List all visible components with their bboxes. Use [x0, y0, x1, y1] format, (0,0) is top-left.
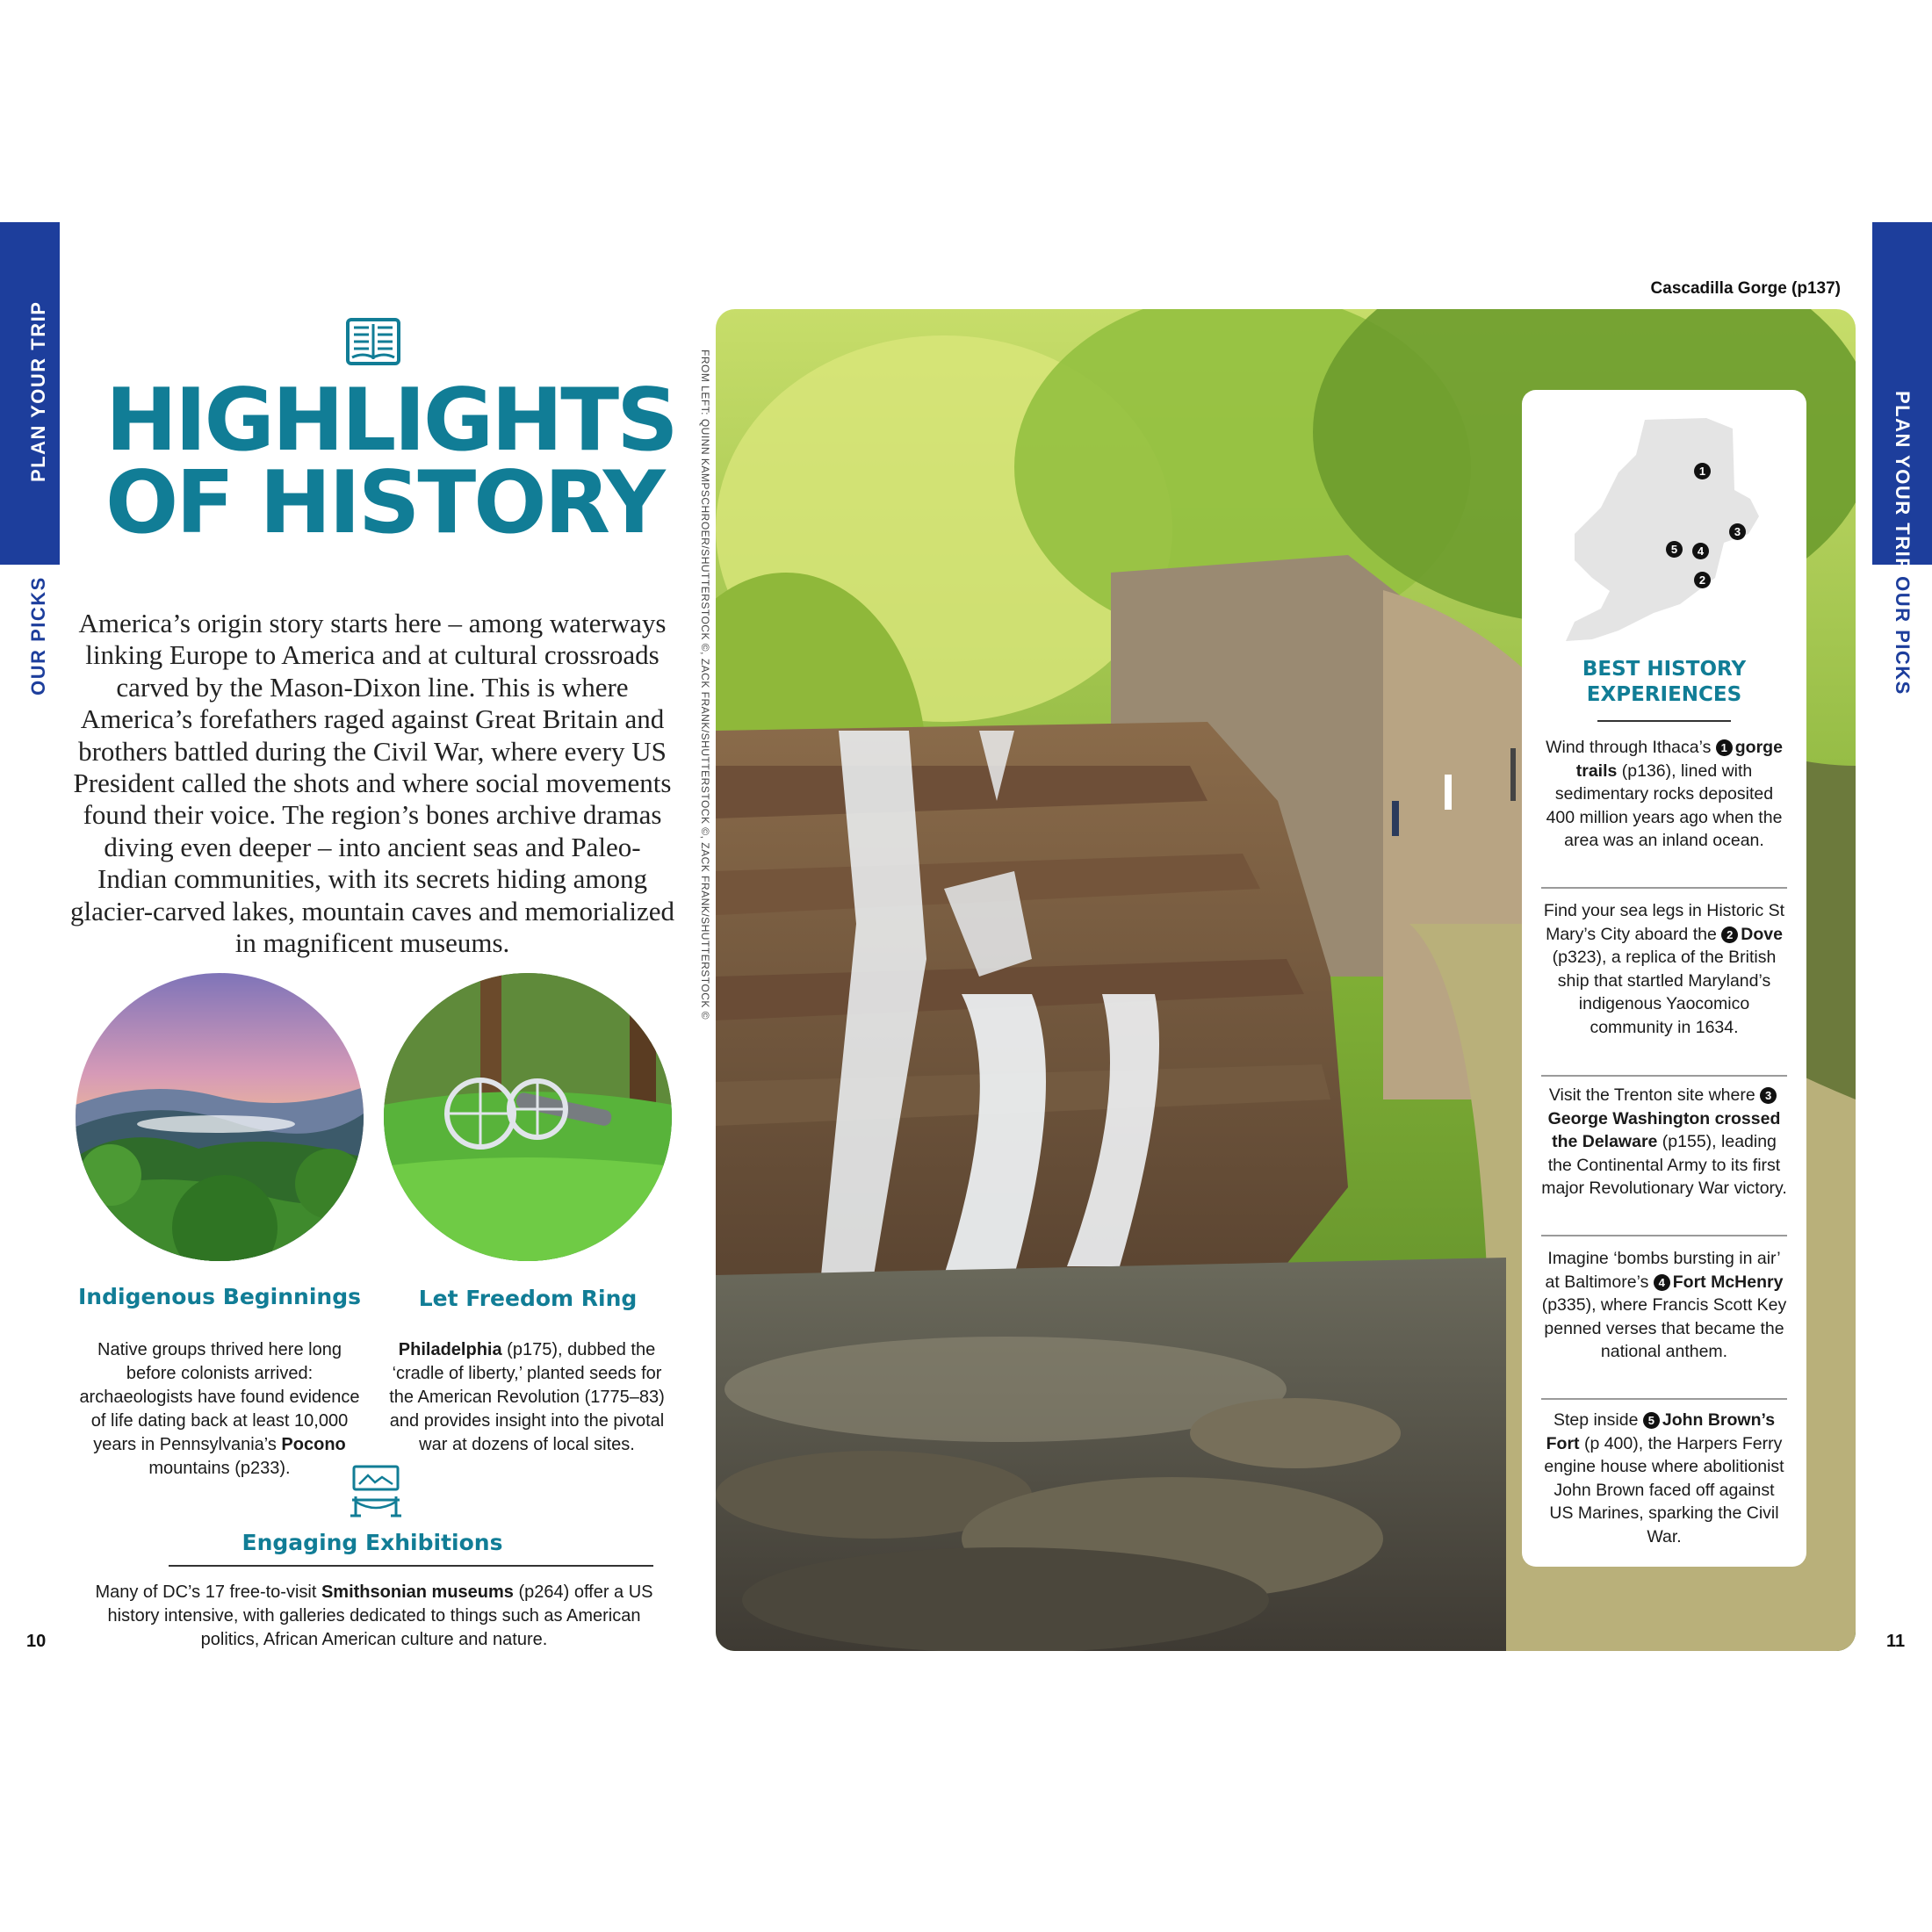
item-5-text-after: (p 400), the Harpers Ferry engine house where abolitionist John Brown faced off against US Marines, sparking the Civil War. — [1544, 1433, 1784, 1546]
best-history-heading-line2: EXPERIENCES — [1586, 683, 1742, 706]
photo-caption: Cascadilla Gorge (p137) — [1650, 279, 1841, 298]
item-3-text-after: (p155), leading the Continental Army to its first major Revolutionary War victory. — [1541, 1132, 1787, 1198]
freedom-heading: Let Freedom Ring — [418, 1286, 638, 1311]
map-marker-3: 3 — [1729, 523, 1748, 541]
experience-item-5 — [1541, 1409, 1787, 1548]
exhibitions-text — [88, 1581, 660, 1652]
freedom-text — [379, 1338, 674, 1457]
experience-item-1 — [1541, 736, 1787, 853]
map-marker-1: 1 — [1694, 463, 1713, 480]
photo-credit — [696, 350, 711, 1020]
item-3-text: Visit the Trenton site where — [1548, 1085, 1761, 1105]
photo-credit-text: FROM LEFT: QUINN KAMPSCHROER/SHUTTERSTOCK ©, ZACK FRANK/SHUTTERSTOCK ©, ZACK FRANK/SHUTTERSTOCK © — [699, 350, 711, 1020]
indigenous-text-after: mountains (p233). — [148, 1459, 291, 1478]
best-history-card — [1522, 390, 1806, 1567]
freedom-text-after: (p175), dubbed the ‘cradle of liberty,’ planted seeds for the American Revolution (1775–83) and provides insight into the pivotal war at dozens of local sites. — [389, 1340, 665, 1454]
item-4-number: 4 — [1654, 1274, 1670, 1291]
title-line-2: OF HISTORY — [105, 453, 663, 553]
experience-item-3 — [1541, 1084, 1787, 1200]
best-history-heading-line1: BEST HISTORY — [1582, 658, 1747, 681]
intro-paragraph: America’s origin story starts here – among waterways linking Europe to America and at cultural crossroads carved by the Mason-Dixon line. This is where America’s forefathers raged against Great Britain and brothers battled during the Civil War, where every US President called the shots and where social movements found their voice. The region’s bones archive dramas diving even deeper – into ancient seas and Paleo-Indian communities, with its secrets hiding among glacier-carved lakes, mountain caves and memorialized in magnificent museums. — [70, 608, 674, 959]
item-1-text-after: (p136), lined with sedimentary rocks deposited 400 million years ago when the area was an inland ocean. — [1546, 761, 1783, 850]
item-5-number: 5 — [1643, 1412, 1660, 1429]
card-separator — [1541, 1235, 1787, 1236]
exhibitions-divider — [169, 1565, 653, 1567]
item-5-bold: John Brown’s Fort — [1546, 1410, 1776, 1453]
map-marker-4: 4 — [1692, 543, 1712, 560]
left-tab-section-label: OUR PICKS — [27, 576, 49, 696]
item-4-bold: Fort McHenry — [1672, 1272, 1784, 1292]
card-heading-divider — [1597, 720, 1731, 722]
pocono-link-text: Pocono — [281, 1435, 346, 1454]
right-tab-section-label: OUR PICKS — [1892, 576, 1914, 696]
page-number-left: 10 — [26, 1632, 47, 1651]
exhibitions-text-after: (p264) offer a US history intensive, with galleries dedicated to things such as American politics, African American culture and nature. — [107, 1582, 653, 1649]
indigenous-text — [74, 1338, 365, 1481]
item-3-number: 3 — [1760, 1087, 1777, 1104]
exhibitions-text-before: Many of DC’s 17 free-to-visit — [95, 1582, 321, 1602]
best-history-heading — [1522, 657, 1806, 708]
region-map — [1539, 402, 1789, 645]
indigenous-text-before: Native groups thrived here long before colonists arrived: archaeologists have found evidence of life dating back at least 10,000 years in Pennsylvania’s — [79, 1340, 360, 1454]
map-marker-5: 5 — [1666, 541, 1685, 559]
item-2-bold: Dove — [1741, 924, 1783, 944]
item-4-text: Imagine ‘bombs bursting in air’ at Baltimore’s — [1545, 1249, 1781, 1292]
item-2-number: 2 — [1721, 926, 1738, 943]
museum-exhibition-icon — [349, 1465, 403, 1519]
left-tab-plan-label: PLAN YOUR TRIP — [27, 300, 49, 482]
right-tab-plan-label: PLAN YOUR TRIP — [1892, 391, 1914, 573]
page-title — [105, 371, 676, 553]
card-separator — [1541, 1075, 1787, 1077]
item-1-number: 1 — [1716, 739, 1733, 756]
item-1-bold: gorge trails — [1575, 738, 1783, 781]
item-1-text: Wind through Ithaca’s — [1546, 738, 1716, 757]
philadelphia-link-text: Philadelphia — [398, 1340, 502, 1359]
book-icon — [345, 317, 401, 366]
item-2-text-after: (p323), a replica of the British ship that startled Maryland’s indigenous Yaocomico community in 1634. — [1552, 948, 1777, 1037]
mountain-sunset-photo — [76, 973, 364, 1261]
item-5-text: Step inside — [1553, 1410, 1643, 1430]
map-marker-2: 2 — [1694, 572, 1713, 589]
title-line-1: HIGHLIGHTS — [105, 371, 676, 471]
item-4-text-after: (p335), where Francis Scott Key penned verses that became the national anthem. — [1541, 1295, 1787, 1361]
card-separator — [1541, 887, 1787, 889]
item-3-bold: George Washington crossed the Delaware — [1547, 1108, 1781, 1151]
card-separator — [1541, 1398, 1787, 1400]
exhibitions-heading: Engaging Exhibitions — [242, 1530, 503, 1555]
indigenous-heading: Indigenous Beginnings — [78, 1284, 361, 1309]
experience-item-4 — [1541, 1247, 1787, 1364]
cannon-field-photo — [384, 973, 672, 1261]
experience-item-2 — [1541, 899, 1787, 1039]
smithsonian-link-text: Smithsonian museums — [321, 1582, 514, 1602]
page-number-right: 11 — [1886, 1632, 1906, 1651]
item-2-text: Find your sea legs in Historic St Mary’s City aboard the — [1543, 901, 1785, 944]
